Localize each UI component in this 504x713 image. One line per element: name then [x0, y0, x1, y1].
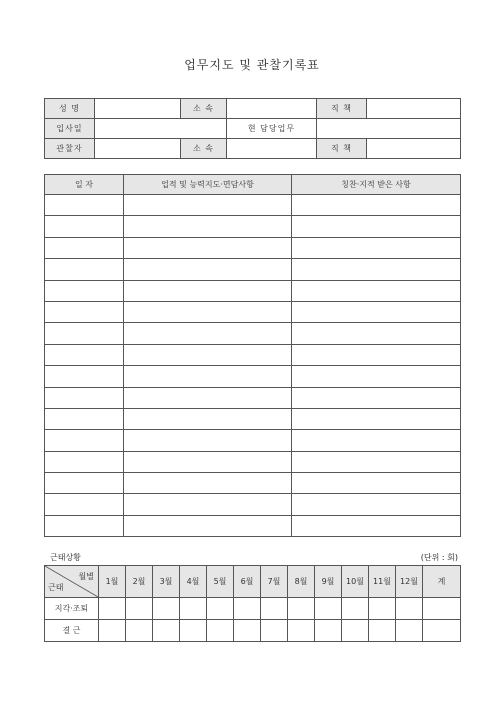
guidance-cell[interactable] [124, 323, 292, 344]
date-cell[interactable] [45, 473, 124, 494]
guidance-cell[interactable] [124, 387, 292, 408]
praise-cell[interactable] [292, 430, 461, 451]
praise-cell[interactable] [292, 195, 461, 216]
attendance-cell[interactable] [396, 598, 423, 620]
praise-cell[interactable] [292, 515, 461, 536]
join-date-label: 입사일 [45, 119, 95, 139]
observer-dept-field[interactable] [227, 139, 317, 159]
date-cell[interactable] [45, 408, 124, 429]
attendance-section-label: 근태상황 [50, 553, 81, 562]
attendance-cell[interactable] [207, 620, 234, 642]
date-cell[interactable] [45, 280, 124, 301]
date-cell[interactable] [45, 430, 124, 451]
journal-header-row [45, 175, 461, 195]
praise-cell[interactable] [292, 387, 461, 408]
attendance-cell[interactable] [315, 620, 342, 642]
position-label: 직 책 [317, 99, 367, 119]
table-row [45, 430, 461, 451]
date-cell[interactable] [45, 494, 124, 515]
date-cell[interactable] [45, 323, 124, 344]
unit-label: (단위 : 회) [420, 553, 458, 562]
current-duty-label: 현 담당업무 [227, 119, 317, 139]
attendance-cell[interactable] [369, 598, 396, 620]
table-row [45, 195, 461, 216]
guidance-header: 업적 및 능력지도·면담사항 [124, 175, 292, 195]
corner-month-label: 월별 [78, 572, 94, 581]
praise-cell[interactable] [292, 280, 461, 301]
current-duty-field[interactable] [317, 119, 461, 139]
month-header: 7월 [261, 566, 288, 598]
month-header: 5월 [207, 566, 234, 598]
dept-label: 소 속 [181, 99, 227, 119]
table-row [45, 323, 461, 344]
attendance-cell[interactable] [153, 598, 180, 620]
guidance-cell[interactable] [124, 515, 292, 536]
table-row [45, 494, 461, 515]
observer-position-field[interactable] [367, 139, 461, 159]
month-header: 1월 [99, 566, 126, 598]
date-cell[interactable] [45, 237, 124, 258]
month-header: 10월 [342, 566, 369, 598]
observer-field[interactable] [95, 139, 181, 159]
attendance-cell[interactable] [234, 598, 261, 620]
praise-cell[interactable] [292, 366, 461, 387]
attendance-cell[interactable] [288, 598, 315, 620]
date-cell[interactable] [45, 301, 124, 322]
date-header: 일 자 [45, 175, 124, 195]
guidance-cell[interactable] [124, 430, 292, 451]
guidance-cell[interactable] [124, 451, 292, 472]
info-row [45, 99, 461, 119]
month-header: 9월 [315, 566, 342, 598]
info-row [45, 119, 461, 139]
attendance-cell[interactable] [261, 598, 288, 620]
date-cell[interactable] [45, 344, 124, 365]
month-header: 11월 [369, 566, 396, 598]
month-header: 6월 [234, 566, 261, 598]
attendance-cell[interactable] [423, 598, 461, 620]
attendance-cell[interactable] [288, 620, 315, 642]
praise-cell[interactable] [292, 301, 461, 322]
observer-dept-label: 소 속 [181, 139, 227, 159]
attendance-cell[interactable] [423, 620, 461, 642]
date-cell[interactable] [45, 451, 124, 472]
attendance-header-row [45, 566, 461, 598]
guidance-cell[interactable] [124, 237, 292, 258]
guidance-cell[interactable] [124, 344, 292, 365]
month-header: 2월 [126, 566, 153, 598]
attendance-cell[interactable] [261, 620, 288, 642]
observer-label: 관찰자 [45, 139, 95, 159]
praise-cell[interactable] [292, 451, 461, 472]
dept-field[interactable] [227, 99, 317, 119]
guidance-cell[interactable] [124, 473, 292, 494]
month-header: 3월 [153, 566, 180, 598]
praise-cell[interactable] [292, 323, 461, 344]
info-row [45, 139, 461, 159]
guidance-cell[interactable] [124, 408, 292, 429]
table-row [45, 280, 461, 301]
attendance-cell[interactable] [369, 620, 396, 642]
attendance-cell[interactable] [342, 598, 369, 620]
table-row [45, 408, 461, 429]
name-field[interactable] [95, 99, 181, 119]
table-row [45, 259, 461, 280]
join-date-field[interactable] [95, 119, 227, 139]
table-row [45, 387, 461, 408]
personal-info-table [44, 98, 461, 159]
table-row [45, 620, 461, 642]
date-cell[interactable] [45, 366, 124, 387]
date-cell[interactable] [45, 387, 124, 408]
praise-cell[interactable] [292, 494, 461, 515]
observer-position-label: 직 책 [317, 139, 367, 159]
attendance-cell[interactable] [180, 598, 207, 620]
page-title: 업무지도 및 관찰기록표 [184, 58, 320, 72]
table-row [45, 216, 461, 237]
attendance-cell[interactable] [342, 620, 369, 642]
attendance-cell[interactable] [234, 620, 261, 642]
attendance-cell[interactable] [126, 598, 153, 620]
table-row [45, 473, 461, 494]
attendance-table [44, 565, 461, 642]
praise-cell[interactable] [292, 259, 461, 280]
praise-cell[interactable] [292, 408, 461, 429]
guidance-cell[interactable] [124, 280, 292, 301]
guidance-record-table [44, 174, 461, 537]
guidance-cell[interactable] [124, 195, 292, 216]
praise-cell[interactable] [292, 344, 461, 365]
attendance-cell[interactable] [99, 598, 126, 620]
praise-cell[interactable] [292, 473, 461, 494]
attendance-cell[interactable] [153, 620, 180, 642]
attendance-cell[interactable] [126, 620, 153, 642]
guidance-cell[interactable] [124, 366, 292, 387]
date-cell[interactable] [45, 259, 124, 280]
table-row [45, 515, 461, 536]
table-row [45, 366, 461, 387]
guidance-cell[interactable] [124, 216, 292, 237]
praise-cell[interactable] [292, 237, 461, 258]
attendance-cell[interactable] [99, 620, 126, 642]
attendance-row-label: 결 근 [45, 620, 99, 642]
attendance-cell[interactable] [396, 620, 423, 642]
total-header: 계 [423, 566, 461, 598]
guidance-cell[interactable] [124, 301, 292, 322]
position-field[interactable] [367, 99, 461, 119]
praise-header: 칭찬·지적 받은 사항 [292, 175, 461, 195]
guidance-cell[interactable] [124, 494, 292, 515]
guidance-cell[interactable] [124, 259, 292, 280]
attendance-cell[interactable] [315, 598, 342, 620]
name-label: 성 명 [45, 99, 95, 119]
table-row [45, 344, 461, 365]
attendance-row-label: 지각·조퇴 [45, 598, 99, 620]
month-header: 8월 [288, 566, 315, 598]
attendance-cell[interactable] [207, 598, 234, 620]
praise-cell[interactable] [292, 216, 461, 237]
corner-attendance-label: 근태 [48, 583, 64, 592]
attendance-cell[interactable] [180, 620, 207, 642]
date-cell[interactable] [45, 216, 124, 237]
table-row [45, 598, 461, 620]
month-header: 12월 [396, 566, 423, 598]
date-cell[interactable] [45, 515, 124, 536]
table-row [45, 237, 461, 258]
table-row [45, 451, 461, 472]
corner-cell [45, 566, 99, 598]
month-header: 4월 [180, 566, 207, 598]
table-row [45, 301, 461, 322]
date-cell[interactable] [45, 195, 124, 216]
